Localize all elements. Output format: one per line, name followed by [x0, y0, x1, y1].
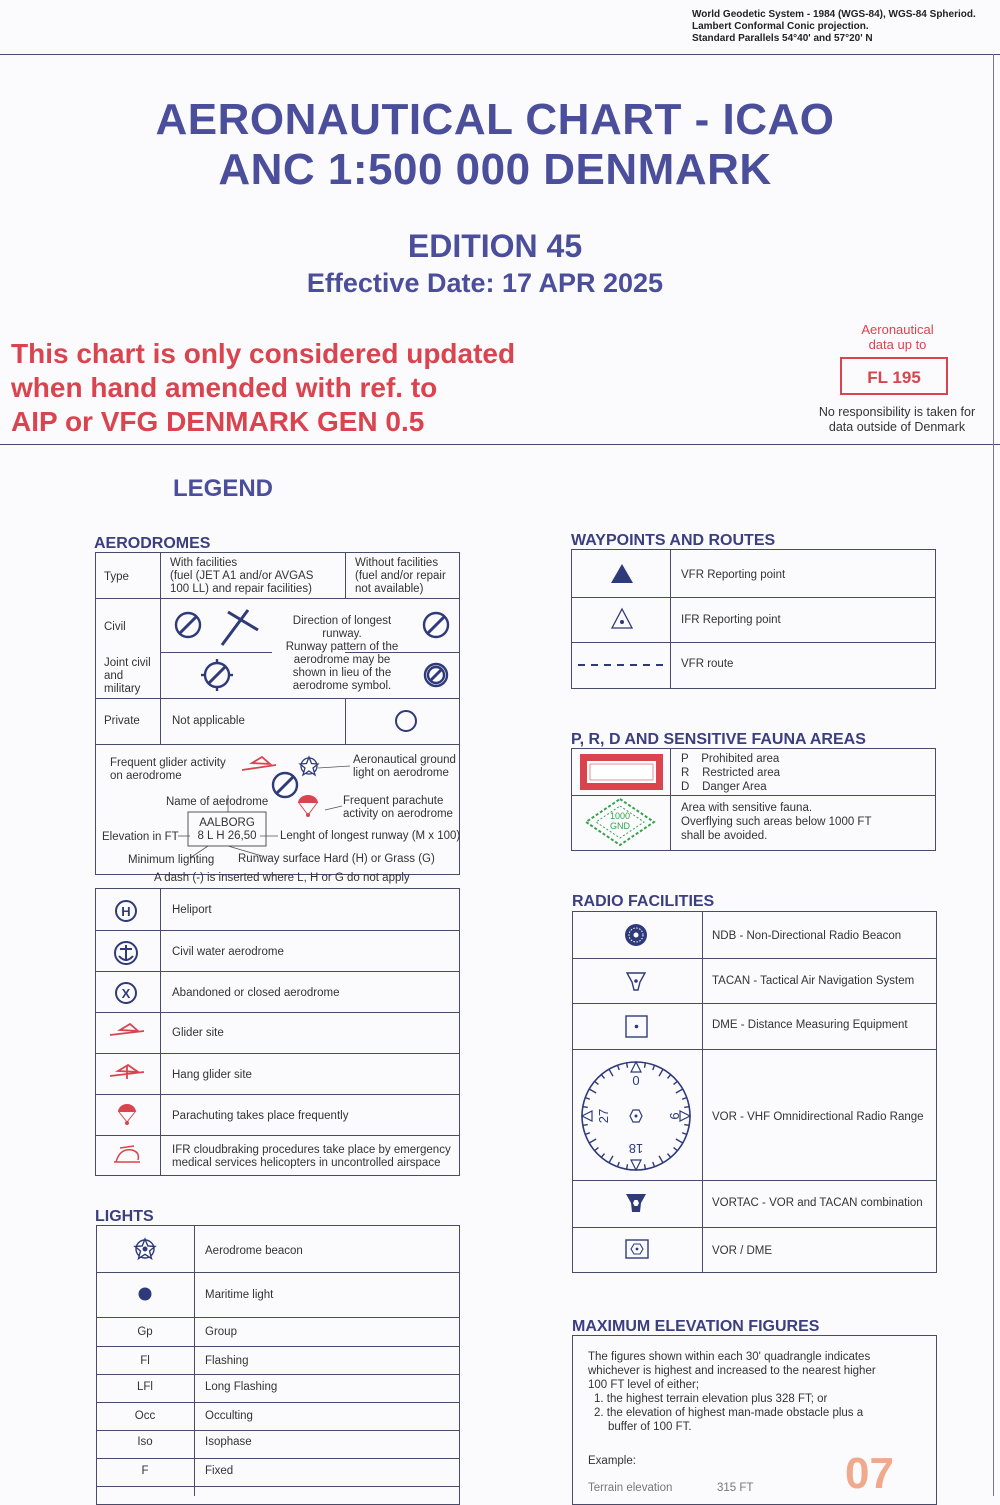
para-1: Frequent parachute — [343, 795, 444, 807]
vor-label: VOR - VHF Omnidirectional Radio Range — [712, 1111, 924, 1123]
geodetic-line-2: Lambert Conformal Conic projection. — [692, 21, 869, 32]
compass-0: 0 — [632, 1073, 640, 1088]
ifr-1: IFR cloudbraking procedures take place by emergency — [172, 1144, 451, 1156]
mef-p2: whichever is highest and increased to the nearest higher — [588, 1365, 876, 1377]
compass-tick — [653, 1065, 655, 1070]
dir-1: Direction of longest runway. — [292, 615, 392, 640]
compass-tick — [676, 1089, 683, 1093]
light-1: Aeronautical ground — [353, 754, 456, 766]
vortac-label: VORTAC - VOR and TACAN combination — [712, 1197, 923, 1209]
terrain-elevation-value: 315 FT — [717, 1482, 754, 1494]
compass-tick — [667, 1154, 670, 1158]
compass-tick — [682, 1133, 687, 1135]
light-abbr-f: F — [141, 1465, 149, 1477]
compass-tick — [583, 1107, 588, 1108]
gnd-1: 1000 — [609, 811, 631, 821]
compass-tick — [627, 1063, 628, 1068]
para-2: activity on aerodrome — [343, 808, 453, 820]
fauna-1: Area with sensitive fauna. — [681, 802, 813, 814]
aerodrome-name-note: Name of aerodrome — [166, 796, 269, 808]
without-2: (fuel and/or repair — [355, 570, 446, 582]
light-label-flashing: Flashing — [205, 1355, 249, 1367]
maritime-light-label: Maritime light — [205, 1289, 274, 1301]
compass-tick — [645, 1063, 646, 1068]
light-label-isophase: Isophase — [205, 1436, 252, 1448]
compass-tick — [595, 1147, 599, 1150]
compass-tick — [601, 1075, 604, 1079]
ndb-label: NDB - Non-Directional Radio Beacon — [712, 930, 902, 942]
ifr-reporting-point-label: IFR Reporting point — [681, 614, 781, 626]
without-3: not available) — [355, 583, 424, 595]
minimum-lighting-note: Minimum lighting — [128, 854, 215, 866]
mef-p1: The figures shown within each 30' quadrangle indicates — [588, 1351, 871, 1363]
light-abbr-fl: Fl — [140, 1355, 150, 1367]
compass-tick — [684, 1125, 689, 1126]
vor-compass-icon — [582, 1062, 690, 1170]
light-abbr-gp: Gp — [137, 1326, 153, 1338]
civil-label: Civil — [104, 621, 126, 633]
data-label-2: data up to — [868, 337, 927, 352]
aerodromes-heading: AERODROMES — [94, 535, 211, 552]
noresp-line-1: No responsibility is taken for — [818, 405, 976, 419]
ifr-2: medical services helicopters in uncontrolled airspace — [172, 1157, 441, 1169]
mef-p3: 100 FT level of either; — [588, 1379, 700, 1391]
sample-aerodrome-name: AALBORG — [199, 817, 255, 829]
compass-tick — [595, 1081, 599, 1084]
mef-example-figure: 07 — [845, 1449, 894, 1498]
vor-dme-label: VOR / DME — [712, 1245, 773, 1257]
dir-4: shown in lieu of the — [292, 667, 392, 679]
private-label: Private — [104, 715, 140, 727]
compass-tick — [667, 1075, 670, 1079]
effective-date: Effective Date: 17 APR 2025 — [306, 268, 664, 298]
svg-text:X: X — [121, 986, 131, 1001]
vor-dme-icon — [626, 1240, 648, 1258]
compass-9: 9 — [667, 1112, 682, 1120]
noresp-line-2: data outside of Denmark — [828, 420, 966, 434]
with-1: With facilities — [170, 557, 238, 569]
waypoints-heading: WAYPOINTS AND ROUTES — [571, 532, 776, 549]
compass-tick — [653, 1162, 655, 1167]
flight-level-box: FL 195 — [840, 357, 948, 395]
vfr-route-label: VFR route — [681, 658, 734, 670]
data-label-1: Aeronautical — [861, 322, 934, 337]
notice-line-2: when hand amended with ref. to — [11, 372, 438, 403]
compass-27: 27 — [596, 1108, 611, 1124]
fauna-3: shall be avoided. — [681, 830, 768, 842]
compass-18: 18 — [628, 1141, 644, 1156]
light-2: light on aerodrome — [353, 767, 449, 779]
fauna-2: Overflying such areas below 1000 FT — [681, 816, 872, 828]
geodetic-line-3: Standard Parallels 54°40' and 57°20' N — [692, 33, 873, 44]
notice-line-1: This chart is only considered updated — [11, 338, 516, 369]
legend-title: LEGEND — [173, 475, 274, 502]
compass-tick — [618, 1065, 620, 1070]
tacan-label: TACAN - Tactical Air Navigation System — [712, 975, 915, 987]
closed-aerodrome-label: Abandoned or closed aerodrome — [172, 987, 340, 999]
light-abbr-iso: Iso — [137, 1436, 153, 1448]
joint-2: and — [104, 670, 124, 682]
water-aerodrome-label: Civil water aerodrome — [172, 946, 284, 958]
dir-5: aerodrome symbol. — [292, 680, 392, 692]
ndb-icon — [625, 924, 647, 946]
danger-label: D Danger Area — [681, 781, 767, 793]
compass-tick — [589, 1089, 596, 1093]
joint-3: military — [104, 683, 141, 695]
glider-2: on aerodrome — [110, 770, 182, 782]
compass-tick — [645, 1164, 646, 1169]
elevation-note: Elevation in FT — [102, 831, 179, 843]
prohibited-label: P Prohibited area — [681, 753, 780, 765]
vortac-icon — [626, 1194, 646, 1212]
with-2: (fuel (JET A1 and/or AVGAS — [170, 570, 314, 582]
geodetic-line-1: World Geodetic System - 1984 (WGS-84), WGS-84 Spheriod. — [692, 9, 976, 20]
light-label-occulting: Occulting — [205, 1410, 253, 1422]
light-label-long-flashing: Long Flashing — [205, 1381, 278, 1393]
compass-tick — [601, 1154, 604, 1158]
light-label-group: Group — [205, 1326, 237, 1338]
not-applicable-label: Not applicable — [172, 715, 245, 727]
chart-subtitle: ANC 1:500 000 DENMARK — [218, 145, 772, 194]
mef-item-3: buffer of 100 FT. — [608, 1421, 692, 1433]
compass-tick — [674, 1081, 678, 1084]
parachuting-label: Parachuting takes place frequently — [172, 1110, 349, 1122]
dash-note: A dash (-) is inserted where L, H or G do not apply — [154, 872, 410, 884]
joint-1: Joint civil — [104, 657, 151, 669]
dme-label: DME - Distance Measuring Equipment — [712, 1019, 908, 1031]
lights-heading: LIGHTS — [95, 1208, 154, 1225]
terrain-elevation-label: Terrain elevation — [588, 1482, 673, 1494]
compass-tick — [585, 1133, 590, 1135]
compass-tick — [589, 1139, 596, 1143]
vfr-reporting-point-label: VFR Reporting point — [681, 569, 786, 581]
gnd-2: GND — [610, 821, 630, 831]
mef-item-1: 1. the highest terrain elevation plus 328 FT; or — [594, 1393, 828, 1405]
runway-length-note: Lenght of longest runway (M x 100) — [280, 830, 461, 842]
chart-title: AERONAUTICAL CHART - ICAO — [155, 95, 835, 144]
compass-tick — [659, 1069, 663, 1076]
mef-item-2: 2. the elevation of highest man-made obstacle plus a — [594, 1407, 864, 1419]
compass-tick — [609, 1069, 613, 1076]
compass-tick — [684, 1107, 689, 1108]
compass-tick — [659, 1156, 663, 1163]
compass-tick — [618, 1162, 620, 1167]
compass-tick — [583, 1125, 588, 1126]
with-3: 100 LL) and repair facilities) — [170, 583, 312, 595]
light-abbr-occ: Occ — [134, 1410, 156, 1422]
hang-glider-label: Hang glider site — [172, 1069, 252, 1081]
glider-1: Frequent glider activity — [110, 757, 226, 769]
compass-tick — [682, 1098, 687, 1100]
mef-heading: MAXIMUM ELEVATION FIGURES — [572, 1318, 820, 1335]
light-abbr-lfl: LFl — [137, 1381, 153, 1393]
heliport-label: Heliport — [172, 904, 212, 916]
compass-tick — [585, 1098, 590, 1100]
glider-site-label: Glider site — [172, 1027, 224, 1039]
restricted-label: R Restricted area — [681, 767, 781, 779]
notice-line-3: AIP or VFG DENMARK GEN 0.5 — [11, 406, 425, 437]
mef-description — [588, 1350, 928, 1434]
compass-tick — [609, 1156, 613, 1163]
prd-heading: P, R, D AND SENSITIVE FAUNA AREAS — [571, 731, 866, 748]
compass-tick — [627, 1164, 628, 1169]
aerodrome-beacon-label: Aerodrome beacon — [205, 1245, 303, 1257]
runway-surface-note: Runway surface Hard (H) or Grass (G) — [238, 853, 435, 865]
light-label-fixed: Fixed — [205, 1465, 234, 1477]
mef-example-label: Example: — [588, 1455, 636, 1467]
compass-tick — [674, 1147, 678, 1150]
radio-heading: RADIO FACILITIES — [572, 893, 715, 910]
svg-text:H: H — [121, 904, 131, 919]
without-1: Without facilities — [355, 557, 439, 569]
compass-tick — [676, 1139, 683, 1143]
edition: EDITION 45 — [407, 228, 583, 264]
aerodrome-type-header: Type — [104, 571, 129, 583]
dir-2: Runway pattern of the — [285, 641, 399, 653]
sample-aerodrome-code: 8 L H 26,50 — [197, 830, 257, 842]
dir-3: aerodrome may be — [293, 654, 391, 666]
